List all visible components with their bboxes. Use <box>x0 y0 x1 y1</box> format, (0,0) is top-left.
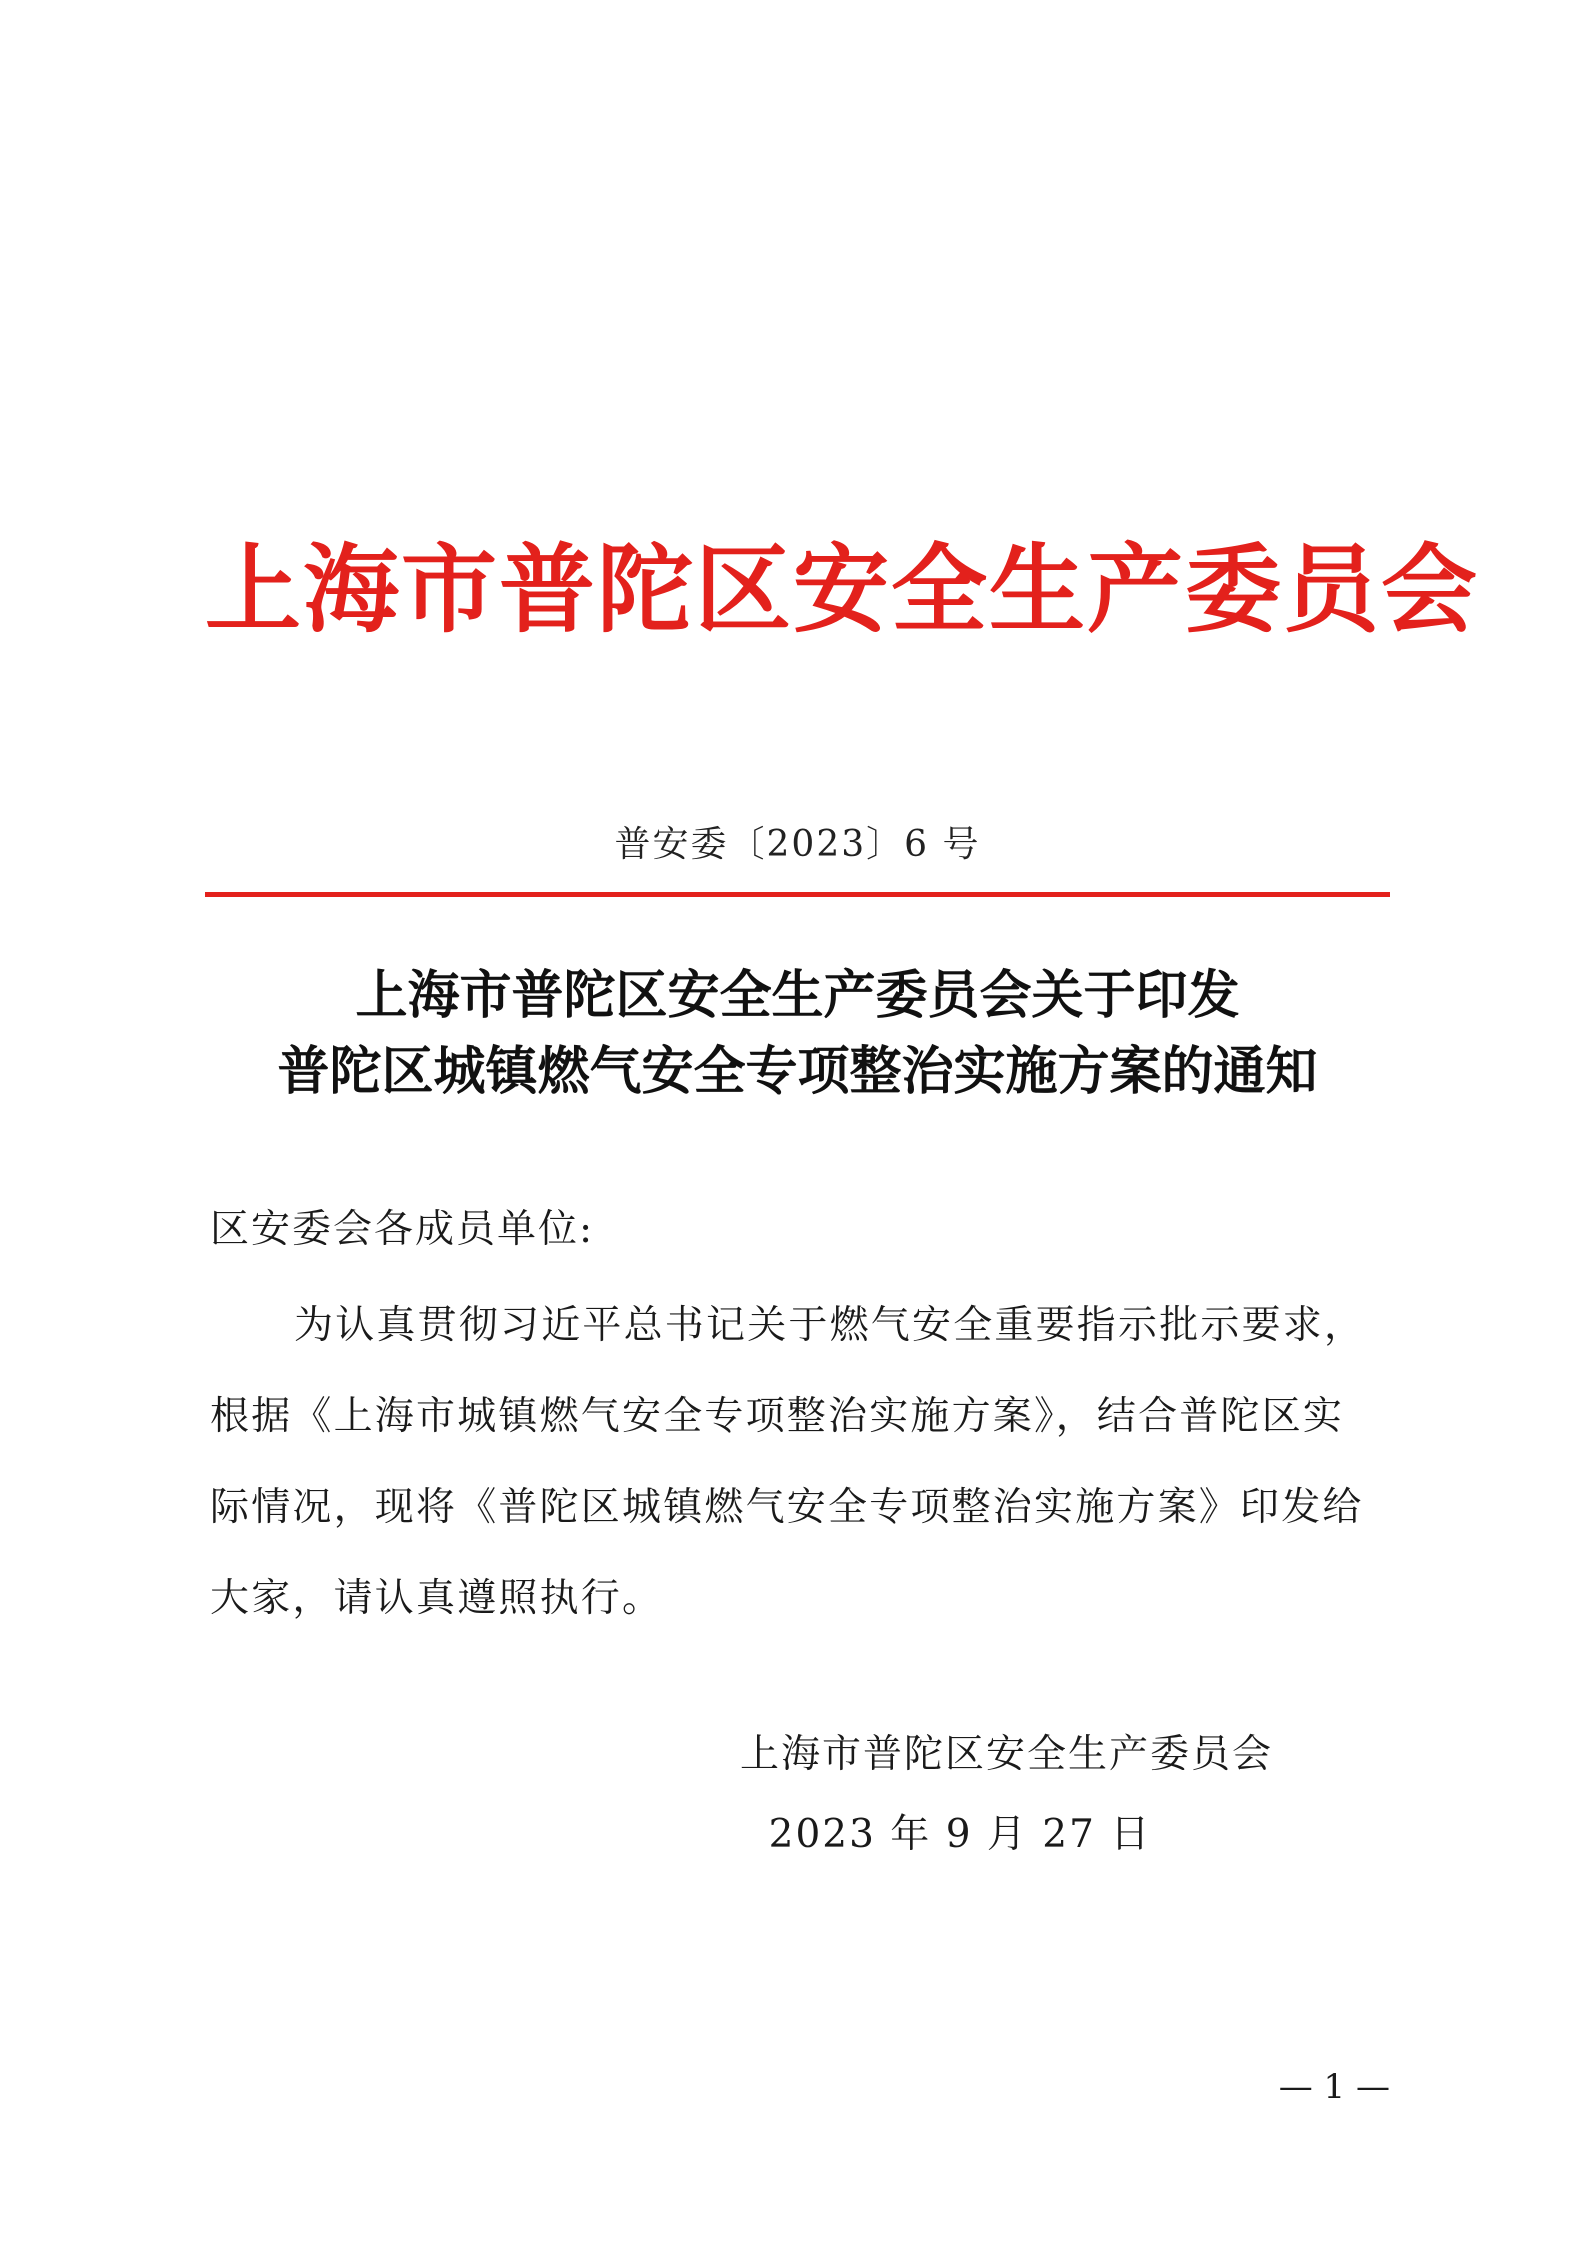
body-paragraph <box>210 1280 1390 1644</box>
title-line-2: 普陀区城镇燃气安全专项整治实施方案的通知 <box>277 1041 1318 1102</box>
signature-date: 2023 年 9 月 27 日 <box>768 1812 1152 1857</box>
body-line-1: 为认真贯彻习近平总书记关于燃气安全重要指示批示要求， <box>294 1303 1366 1348</box>
document-number: 普安委〔2023〕6 号 <box>614 824 981 865</box>
red-separator-line <box>205 892 1390 897</box>
signature-issuer: 上海市普陀区安全生产委员会 <box>740 1732 1274 1777</box>
body-line-2: 根据《上海市城镇燃气安全专项整治实施方案》，结合普陀区实 <box>210 1394 1345 1439</box>
body-line-4: 大家，请认真遵照执行。 <box>210 1576 664 1621</box>
document-title <box>205 958 1390 1110</box>
title-line-1: 上海市普陀区安全生产委员会关于印发 <box>355 965 1240 1026</box>
page-number: — 1 — <box>1278 2067 1390 2107</box>
body-line-3: 际情况，现将《普陀区城镇燃气安全专项整治实施方案》印发给 <box>210 1485 1364 1530</box>
issuing-organization-header: 上海市普陀区安全生产委员会 <box>205 533 1479 646</box>
salutation: 区安委会各成员单位: <box>210 1207 595 1252</box>
